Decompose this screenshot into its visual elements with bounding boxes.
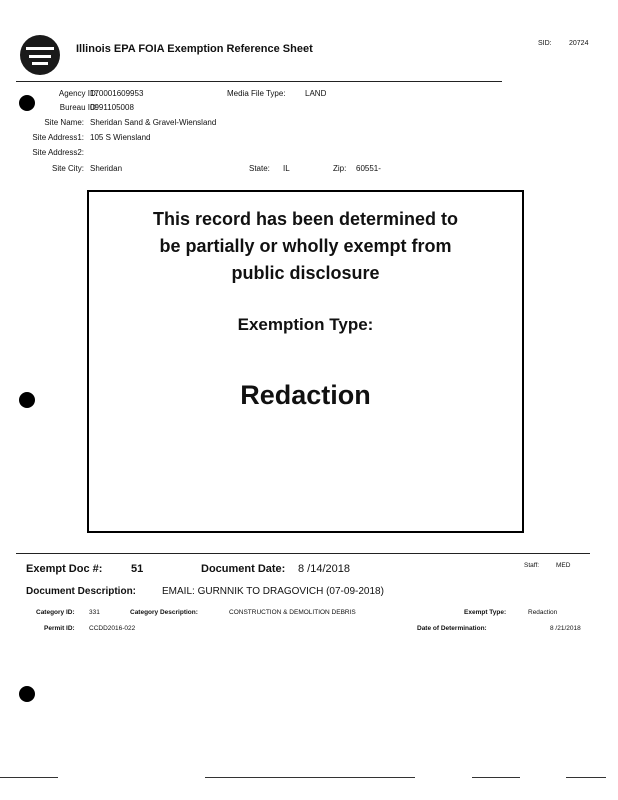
- category-description-value: CONSTRUCTION & DEMOLITION DEBRIS: [229, 609, 356, 616]
- sid-label: SID:: [538, 40, 552, 47]
- exemption-message: [89, 206, 522, 287]
- binder-hole-middle: [19, 392, 35, 408]
- state-label: State:: [249, 164, 270, 173]
- exemption-message-line3: public disclosure: [231, 263, 380, 283]
- footer-scan-line: [205, 777, 415, 778]
- exemption-message-line2: be partially or wholly exempt from: [159, 236, 452, 256]
- footer-scan-line: [472, 777, 520, 778]
- binder-hole-bottom: [19, 686, 35, 702]
- site-name-label: Site Name:: [44, 118, 84, 127]
- binder-hole-top: [19, 95, 35, 111]
- footer-scan-line: [566, 777, 606, 778]
- exempt-doc-label: Exempt Doc #:: [26, 563, 103, 575]
- staff-label: Staff:: [524, 562, 540, 569]
- footer-scan-line: [0, 777, 58, 778]
- bureau-id-label: Bureau ID:: [59, 103, 98, 112]
- site-city-value: Sheridan: [90, 164, 123, 173]
- media-file-type-value: LAND: [305, 89, 327, 98]
- exemption-type-label: Exemption Type:: [237, 315, 374, 334]
- determination-date-value: 8 /21/2018: [550, 625, 581, 632]
- state-value: IL: [283, 164, 290, 173]
- header-divider: [16, 81, 502, 82]
- staff-value: MED: [556, 562, 571, 569]
- illinois-epa-seal-logo: [20, 35, 60, 75]
- category-id-label: Category ID:: [36, 609, 75, 616]
- agency-id-label: Agency ID:: [58, 89, 98, 98]
- exempt-type-label: Exempt Type:: [464, 609, 507, 616]
- category-description-label: Category Description:: [130, 609, 198, 616]
- site-address2-label: Site Address2:: [32, 148, 84, 157]
- exempt-type-value: Redaction: [528, 609, 558, 616]
- exempt-doc-number: 51: [131, 563, 144, 575]
- exemption-message-line1: This record has been determined to: [152, 209, 459, 229]
- document-divider: [16, 553, 590, 554]
- permit-id-value: CCDD2016-022: [89, 625, 136, 632]
- document-description-value: EMAIL: GURNNIK TO DRAGOVICH (07-09-2018): [162, 586, 384, 597]
- exemption-notice-box: [87, 190, 524, 533]
- site-city-label: Site City:: [51, 164, 84, 173]
- site-address1-value: 105 S Wiensland: [90, 133, 151, 142]
- zip-value: 60551-: [356, 164, 381, 173]
- agency-id-value: 170001609953: [90, 89, 144, 98]
- bureau-id-value: 0991105008: [90, 103, 134, 112]
- sid-value: 20724: [569, 40, 589, 47]
- zip-label: Zip:: [333, 164, 347, 173]
- determination-date-label: Date of Determination:: [417, 625, 487, 632]
- document-date-label: Document Date:: [201, 563, 286, 575]
- site-name-value: Sheridan Sand & Gravel-Wiensland: [90, 118, 217, 127]
- media-file-type-label: Media File Type:: [227, 89, 286, 98]
- category-id-value: 331: [89, 609, 100, 616]
- site-address1-label: Site Address1:: [32, 133, 84, 142]
- document-description-label: Document Description:: [26, 586, 137, 597]
- exemption-type-value: Redaction: [240, 380, 371, 410]
- sheet-title: Illinois EPA FOIA Exemption Reference Sheet: [76, 43, 313, 55]
- permit-id-label: Permit ID:: [44, 625, 75, 632]
- document-date-value: 8 /14/2018: [298, 563, 350, 575]
